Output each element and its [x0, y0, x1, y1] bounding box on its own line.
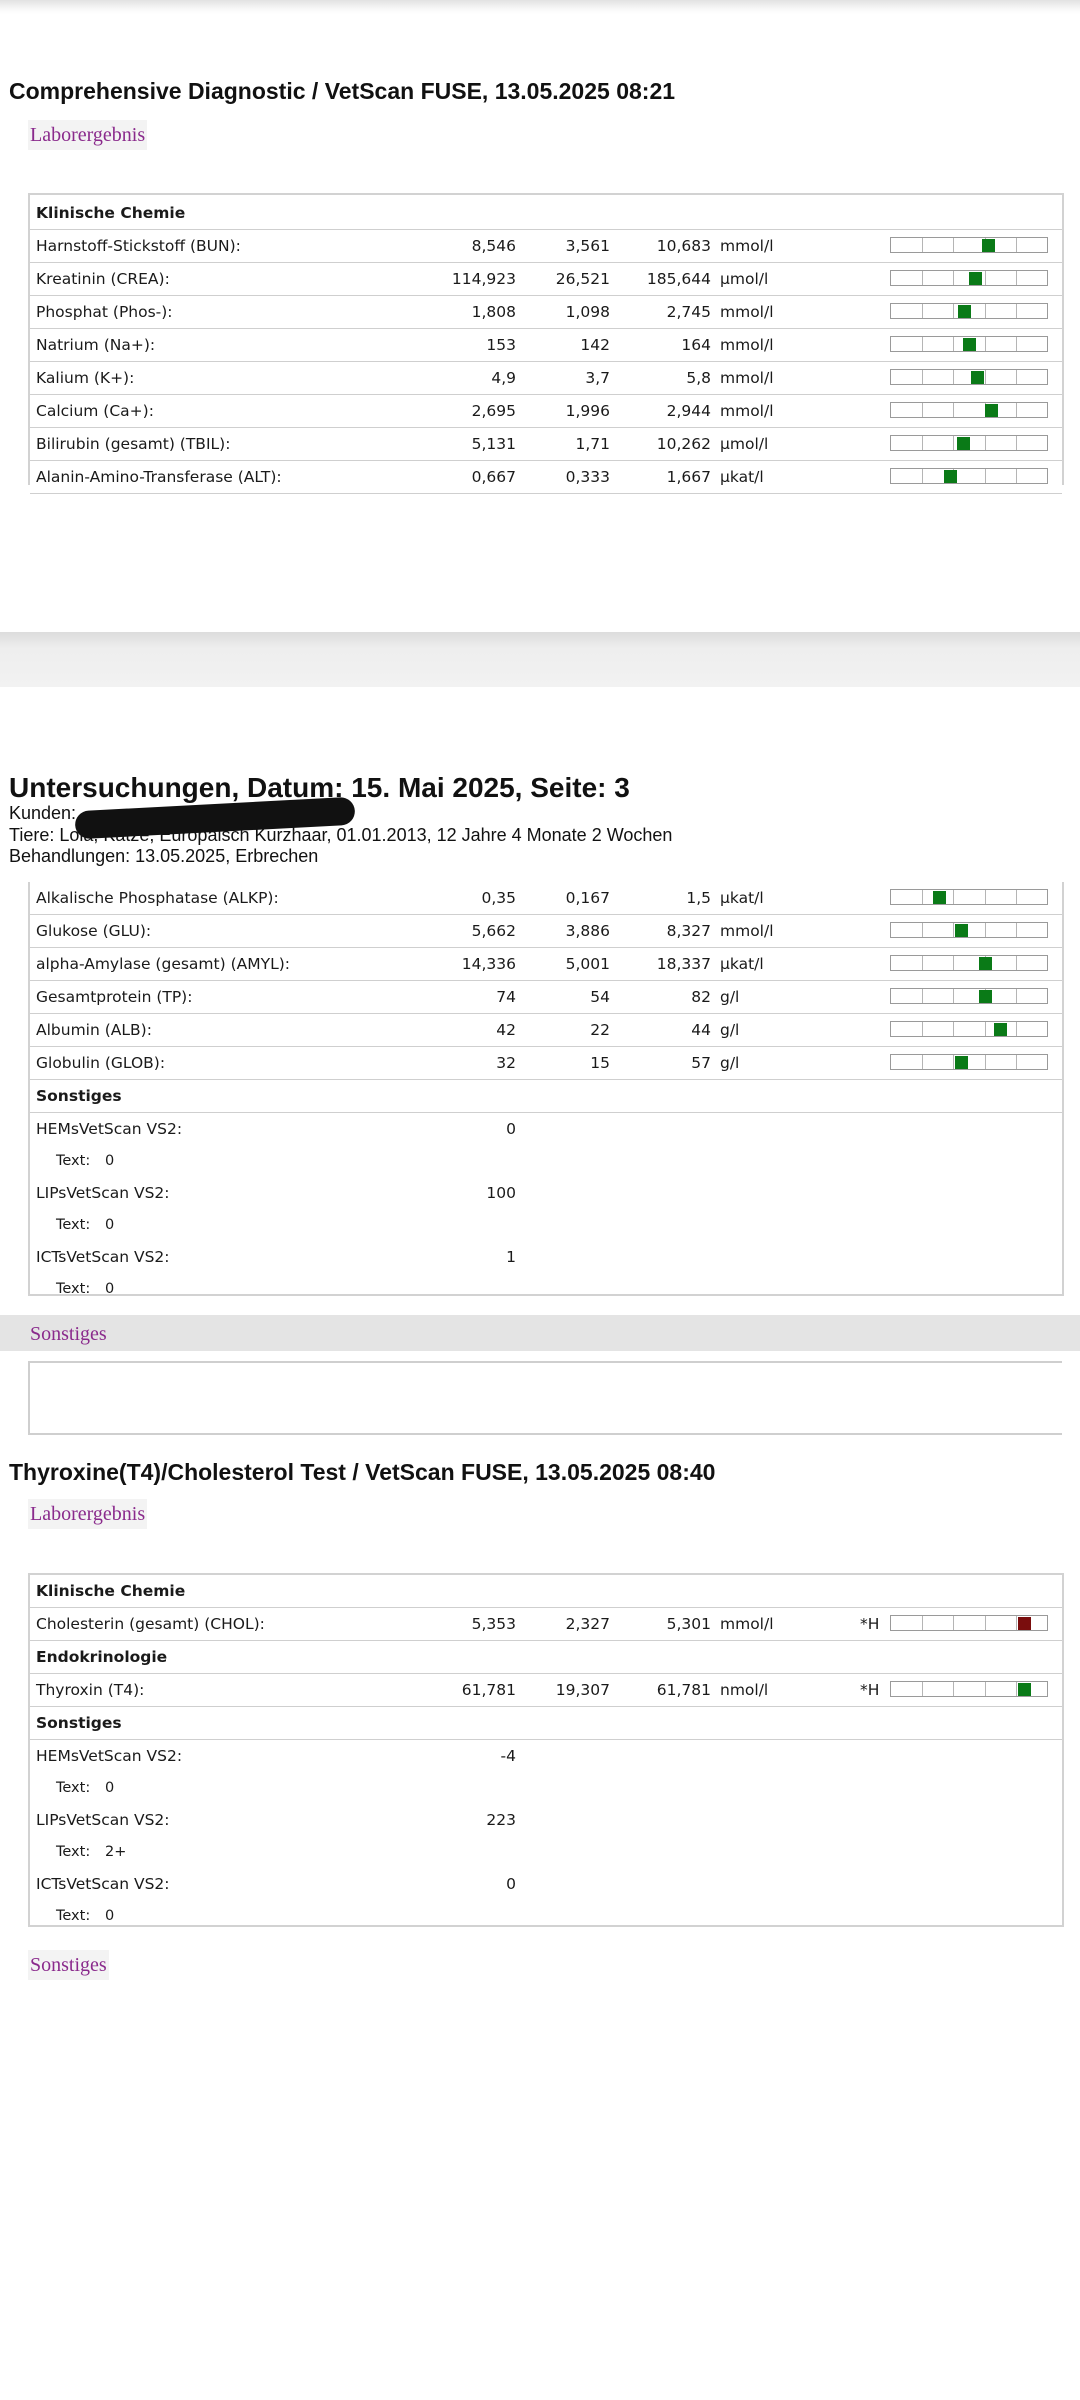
text-value: 0	[105, 1908, 115, 1924]
unit: mmol/l	[720, 303, 774, 321]
table-row	[30, 948, 1062, 981]
page-separator	[0, 632, 1080, 687]
analyte-name: alpha-Amylase (gesamt) (AMYL):	[36, 955, 290, 973]
reference-high: 18,337	[656, 955, 711, 973]
analyte-name: Glukose (GLU):	[36, 922, 152, 940]
table-row	[30, 329, 1062, 362]
reference-high: 5,8	[686, 369, 711, 387]
result-tag: Laborergebnis	[28, 120, 147, 150]
table-row	[30, 1241, 1062, 1273]
result-value: 5,662	[471, 922, 516, 940]
unit: g/l	[720, 988, 740, 1006]
reference-high: 1,667	[666, 468, 711, 486]
range-indicator	[890, 336, 1048, 352]
text-row	[30, 1209, 1062, 1241]
section-header	[30, 1707, 1062, 1740]
range-divider	[1016, 403, 1017, 417]
table-row	[30, 395, 1062, 428]
result-value: -4	[500, 1747, 516, 1765]
range-marker	[994, 1023, 1007, 1036]
result-tag-2: Laborergebnis	[28, 1499, 147, 1529]
table-row	[30, 882, 1062, 915]
unit: µmol/l	[720, 270, 769, 288]
reference-low: 5,001	[565, 955, 610, 973]
range-indicator	[890, 922, 1048, 938]
reference-low: 54	[590, 988, 610, 1006]
reference-high: 1,5	[686, 889, 711, 907]
range-marker	[955, 1056, 968, 1069]
range-marker	[971, 371, 984, 384]
range-divider	[922, 890, 923, 904]
range-marker	[957, 437, 970, 450]
reference-high: 164	[681, 336, 711, 354]
range-indicator	[890, 303, 1048, 319]
range-indicator	[890, 237, 1048, 253]
range-indicator	[890, 988, 1048, 1004]
reference-high: 2,944	[666, 402, 711, 420]
range-divider	[953, 337, 954, 351]
analyte-name: Alkalische Phosphatase (ALKP):	[36, 889, 279, 907]
range-divider	[1016, 271, 1017, 285]
unit: nmol/l	[720, 1681, 769, 1699]
range-marker	[963, 338, 976, 351]
text-value: 0	[105, 1217, 115, 1233]
range-divider	[1016, 370, 1017, 384]
range-divider	[1016, 1022, 1017, 1036]
result-value: 14,336	[461, 955, 516, 973]
page-title: Untersuchungen, Datum: 15. Mai 2025, Seite: 3	[9, 772, 630, 803]
range-divider	[985, 1682, 986, 1696]
table-row	[30, 230, 1062, 263]
section-label: Endokrinologie	[36, 1648, 168, 1666]
reference-high: 185,644	[646, 270, 711, 288]
section-header	[30, 1641, 1062, 1674]
analyte-name: ICTsVetScan VS2:	[36, 1248, 170, 1266]
text-label: Text:	[56, 1844, 91, 1860]
result-value: 61,781	[461, 1681, 516, 1699]
analyte-name: Kalium (K+):	[36, 369, 135, 387]
range-indicator	[890, 955, 1048, 971]
reference-high: 44	[691, 1021, 711, 1039]
section-header	[30, 1575, 1062, 1608]
range-divider	[953, 304, 954, 318]
range-divider	[985, 370, 986, 384]
sonstiges-tag-2: Sonstiges	[28, 1950, 109, 1980]
range-divider	[922, 436, 923, 450]
range-marker	[979, 957, 992, 970]
range-divider	[1016, 337, 1017, 351]
unit: µmol/l	[720, 435, 769, 453]
text-label: Text:	[56, 1153, 91, 1169]
reference-high: 82	[691, 988, 711, 1006]
range-divider	[922, 1616, 923, 1630]
reference-high: 8,327	[666, 922, 711, 940]
range-divider	[922, 923, 923, 937]
analyte-name: Calcium (Ca+):	[36, 402, 154, 420]
notes-box	[28, 1361, 1062, 1435]
reference-low: 22	[590, 1021, 610, 1039]
range-marker	[1018, 1617, 1031, 1630]
behandlungen-line: Behandlungen: 13.05.2025, Erbrechen	[9, 846, 319, 866]
table-row	[30, 1113, 1062, 1145]
range-divider	[1016, 923, 1017, 937]
analyte-name: Globulin (GLOB):	[36, 1054, 166, 1072]
text-row	[30, 1900, 1062, 1932]
table-row	[30, 1047, 1062, 1080]
range-indicator	[890, 1681, 1048, 1697]
range-divider	[922, 1682, 923, 1696]
range-marker	[955, 924, 968, 937]
report-title-2: Thyroxine(T4)/Cholesterol Test / VetScan FUSE, 13.05.2025 08:40	[9, 1459, 716, 1485]
range-divider	[953, 890, 954, 904]
analyte-name: HEMsVetScan VS2:	[36, 1120, 183, 1138]
range-divider	[1016, 238, 1017, 252]
range-indicator	[890, 1021, 1048, 1037]
range-divider	[985, 1616, 986, 1630]
unit: mmol/l	[720, 369, 774, 387]
range-divider	[922, 370, 923, 384]
table-row	[30, 1804, 1062, 1836]
range-divider	[1016, 1055, 1017, 1069]
result-value: 8,546	[471, 237, 516, 255]
unit: µkat/l	[720, 955, 764, 973]
report-title: Comprehensive Diagnostic / VetScan FUSE, 13.05.2025 08:21	[9, 78, 676, 104]
reference-low: 0,333	[565, 468, 610, 486]
analyte-name: Natrium (Na+):	[36, 336, 156, 354]
analyte-name: ICTsVetScan VS2:	[36, 1875, 170, 1893]
range-divider	[953, 238, 954, 252]
table-row	[30, 1608, 1062, 1641]
section-label: Sonstiges	[36, 1714, 122, 1732]
reference-low: 0,167	[565, 889, 610, 907]
lab-table-continued	[28, 882, 1064, 1296]
result-value: 0	[506, 1875, 516, 1893]
unit: g/l	[720, 1021, 740, 1039]
section-label: Sonstiges	[36, 1087, 122, 1105]
table-row	[30, 915, 1062, 948]
table-row	[30, 1014, 1062, 1047]
table-row	[30, 428, 1062, 461]
range-divider	[985, 890, 986, 904]
result-value: 0,667	[471, 468, 516, 486]
table-row	[30, 1177, 1062, 1209]
analyte-name: Thyroxin (T4):	[36, 1681, 145, 1699]
unit: µkat/l	[720, 889, 764, 907]
reference-low: 142	[580, 336, 610, 354]
flag-indicator: *H	[860, 1681, 880, 1699]
reference-high: 2,745	[666, 303, 711, 321]
section-header	[30, 197, 1062, 230]
reference-low: 1,71	[575, 435, 610, 453]
tiere-line: Tiere: Lola, Katze, Europäisch Kurzhaar, 01.01.2013, 12 Jahre 4 Monate 2 Wochen	[9, 825, 673, 845]
table-row	[30, 1740, 1062, 1772]
section-label: Klinische Chemie	[36, 204, 186, 222]
analyte-name: Cholesterin (gesamt) (CHOL):	[36, 1615, 265, 1633]
range-marker	[982, 239, 995, 252]
reference-low: 15	[590, 1054, 610, 1072]
unit: mmol/l	[720, 922, 774, 940]
range-divider	[1016, 304, 1017, 318]
reference-low: 3,886	[565, 922, 610, 940]
sonstiges-tag: Sonstiges	[30, 1323, 107, 1345]
table-row	[30, 461, 1062, 494]
reference-high: 5,301	[666, 1615, 711, 1633]
range-divider	[985, 304, 986, 318]
table-row	[30, 1674, 1062, 1707]
range-divider	[953, 271, 954, 285]
result-value: 0	[506, 1120, 516, 1138]
range-divider	[985, 271, 986, 285]
top-shadow	[0, 0, 1080, 14]
range-indicator	[890, 1615, 1048, 1631]
analyte-name: Harnstoff-Stickstoff (BUN):	[36, 237, 241, 255]
range-divider	[953, 403, 954, 417]
reference-low: 3,561	[565, 237, 610, 255]
range-divider	[1016, 989, 1017, 1003]
range-divider	[922, 304, 923, 318]
reference-high: 10,683	[656, 237, 711, 255]
range-indicator	[890, 1054, 1048, 1070]
text-label: Text:	[56, 1780, 91, 1796]
range-divider	[922, 1022, 923, 1036]
text-value: 0	[105, 1153, 115, 1169]
lab-table	[28, 193, 1064, 485]
range-indicator	[890, 369, 1048, 385]
analyte-name: Kreatinin (CREA):	[36, 270, 170, 288]
range-divider	[953, 1022, 954, 1036]
lab-table-2	[28, 1573, 1064, 1927]
range-divider	[1016, 890, 1017, 904]
result-value: 74	[496, 988, 516, 1006]
range-divider	[985, 923, 986, 937]
text-row	[30, 1772, 1062, 1804]
result-value: 1	[506, 1248, 516, 1266]
table-row	[30, 362, 1062, 395]
section-label: Klinische Chemie	[36, 1582, 186, 1600]
range-divider	[953, 370, 954, 384]
result-value: 42	[496, 1021, 516, 1039]
result-value: 4,9	[491, 369, 516, 387]
range-indicator	[890, 889, 1048, 905]
range-divider	[1016, 436, 1017, 450]
analyte-name: Alanin-Amino-Transferase (ALT):	[36, 468, 282, 486]
unit: mmol/l	[720, 237, 774, 255]
table-row	[30, 296, 1062, 329]
text-label: Text:	[56, 1217, 91, 1233]
range-marker	[979, 990, 992, 1003]
range-divider	[1016, 469, 1017, 483]
analyte-name: HEMsVetScan VS2:	[36, 1747, 183, 1765]
range-indicator	[890, 435, 1048, 451]
range-divider	[922, 238, 923, 252]
range-divider	[985, 436, 986, 450]
unit: g/l	[720, 1054, 740, 1072]
range-divider	[922, 469, 923, 483]
reference-low: 1,098	[565, 303, 610, 321]
text-row	[30, 1836, 1062, 1868]
result-value: 153	[486, 336, 516, 354]
table-row	[30, 1868, 1062, 1900]
text-value: 2+	[105, 1844, 127, 1860]
result-value: 5,131	[471, 435, 516, 453]
range-divider	[953, 989, 954, 1003]
analyte-name: Phosphat (Phos-):	[36, 303, 173, 321]
reference-low: 1,996	[565, 402, 610, 420]
range-indicator	[890, 468, 1048, 484]
range-divider	[922, 989, 923, 1003]
range-divider	[985, 469, 986, 483]
unit: µkat/l	[720, 468, 764, 486]
unit: mmol/l	[720, 402, 774, 420]
range-marker	[944, 470, 957, 483]
reference-high: 10,262	[656, 435, 711, 453]
range-divider	[985, 1022, 986, 1036]
result-value: 114,923	[451, 270, 516, 288]
table-row	[30, 981, 1062, 1014]
analyte-name: Albumin (ALB):	[36, 1021, 152, 1039]
range-divider	[953, 1682, 954, 1696]
text-value: 0	[105, 1281, 115, 1297]
text-label: Text:	[56, 1281, 91, 1297]
text-label: Text:	[56, 1908, 91, 1924]
analyte-name: LIPsVetScan VS2:	[36, 1811, 170, 1829]
result-value: 5,353	[471, 1615, 516, 1633]
range-divider	[922, 337, 923, 351]
range-indicator	[890, 270, 1048, 286]
table-row	[30, 263, 1062, 296]
unit: mmol/l	[720, 1615, 774, 1633]
reference-low: 3,7	[585, 369, 610, 387]
section-header	[30, 1080, 1062, 1113]
range-divider	[922, 1055, 923, 1069]
range-divider	[1016, 956, 1017, 970]
range-divider	[985, 1055, 986, 1069]
range-divider	[953, 436, 954, 450]
analyte-name: Gesamtprotein (TP):	[36, 988, 193, 1006]
range-indicator	[890, 402, 1048, 418]
text-value: 0	[105, 1780, 115, 1796]
reference-high: 61,781	[656, 1681, 711, 1699]
result-value: 223	[486, 1811, 516, 1829]
kunden-line: Kunden:	[9, 803, 77, 823]
result-value: 32	[496, 1054, 516, 1072]
analyte-name: LIPsVetScan VS2:	[36, 1184, 170, 1202]
result-value: 100	[486, 1184, 516, 1202]
reference-high: 57	[691, 1054, 711, 1072]
reference-low: 2,327	[565, 1615, 610, 1633]
range-marker	[985, 404, 998, 417]
range-divider	[953, 1616, 954, 1630]
sonstiges-bar	[0, 1315, 1080, 1351]
reference-low: 19,307	[555, 1681, 610, 1699]
unit: mmol/l	[720, 336, 774, 354]
result-value: 2,695	[471, 402, 516, 420]
result-value: 1,808	[471, 303, 516, 321]
range-divider	[953, 956, 954, 970]
analyte-name: Bilirubin (gesamt) (TBIL):	[36, 435, 231, 453]
range-divider	[922, 403, 923, 417]
range-marker	[969, 272, 982, 285]
text-row	[30, 1273, 1062, 1305]
result-value: 0,35	[481, 889, 516, 907]
range-divider	[922, 956, 923, 970]
flag-indicator: *H	[860, 1615, 880, 1633]
range-divider	[985, 337, 986, 351]
range-marker	[1018, 1683, 1031, 1696]
text-row	[30, 1145, 1062, 1177]
range-marker	[933, 891, 946, 904]
reference-low: 26,521	[555, 270, 610, 288]
range-divider	[922, 271, 923, 285]
range-marker	[958, 305, 971, 318]
